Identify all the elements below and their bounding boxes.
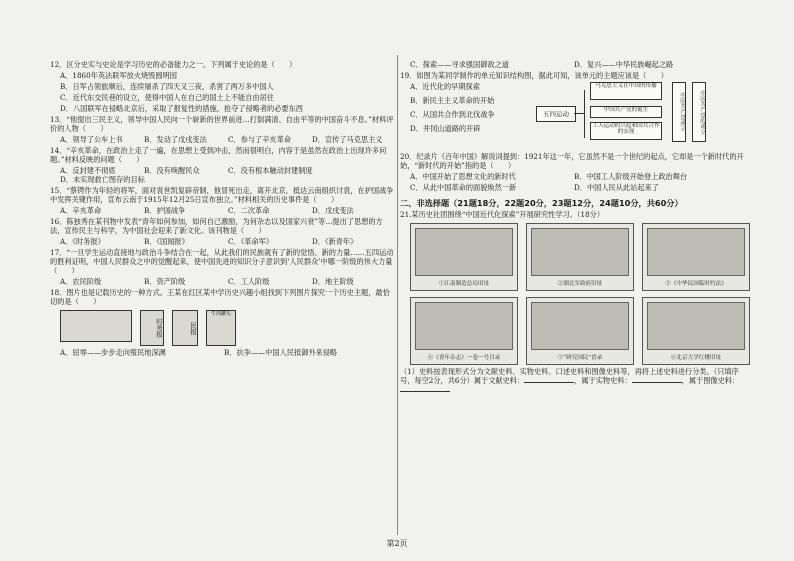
q14-stem: 14．“辛亥革命，在政治上走了一遍，在思想上受到冲击，然而很明白，内容于是虽然在政治上出现许多问题。”材料反映的问题（ ）: [50, 146, 387, 164]
q12-option-a: A．1860年英法联军放火烧毁圆明园: [60, 71, 177, 80]
q21-image-grid: [410, 223, 750, 365]
photo: [415, 228, 513, 276]
q18-option-c: C．探索——寻求强国御敌之道: [410, 60, 509, 69]
q21-image-5: [526, 297, 634, 365]
answer-blank-images[interactable]: [400, 391, 450, 392]
q21-image-1: [410, 223, 518, 291]
q15-option-d: D．戊戌变法: [312, 206, 354, 215]
q16-option-c: C．《革命军》: [228, 237, 274, 246]
q13-options: [60, 135, 395, 144]
q15-options: [60, 206, 395, 215]
q12-option-c: C．近代东交民巷的设立，使得中国人在自己的国土上不能自由居住: [60, 93, 274, 102]
q13-option-c: C．参与了辛亥革命: [228, 135, 292, 144]
q14-option-d: D．未实现救亡图存的目标: [60, 175, 145, 184]
q21-sub1-text-c: ，属于图像史料：: [681, 376, 740, 386]
photo: [531, 302, 629, 350]
q20-options-cd: [410, 183, 750, 192]
diagram-box-4: 中国共产党成立: [672, 82, 686, 142]
diagram-center-box: 五四运动: [536, 106, 576, 122]
q14-option-a: A．反封建不彻底: [60, 166, 116, 175]
q21-sub1-text-b: ，属于实物史料：: [574, 376, 632, 386]
q20-option-a: A．中国开始了思想文化的新时代: [410, 172, 516, 181]
q18-stem: 18．图片也是记载历史的一种方式。王某在红区某中学历史兴趣小组找到下列图片探究一个历史主题，最恰切的是（ ）: [50, 288, 390, 306]
q15-option-a: A．辛亥革命: [60, 206, 102, 215]
q16-options: [60, 237, 395, 246]
q19-structure-diagram: [410, 82, 750, 150]
left-column: [50, 60, 395, 359]
section-2-heading: 二、非选择题（21题18分，22题20分，23题12分，24题10分，共60分）: [400, 198, 683, 208]
q16-option-d: D．《新青年》: [312, 237, 358, 246]
q17-stem: 17．“一旦学生运动直接地与政治斗争结合在一起，从此我们的民族就有了新的觉悟、新的力量……五四运动的胜利证明，中国人民群众之中的觉醒起来，使中国先进的知识分子意识到‘人民群众’中哪一阶级的伟大力量（ ）: [50, 248, 394, 275]
q21-image-2: [526, 223, 634, 291]
q18-options-cd: [410, 60, 750, 69]
q18-option-d: D．复兴——中华民族崛起之路: [574, 60, 674, 69]
q20-stem: 20．纪录片《百年中国》解说词提到：1921年这一年，它虽然不是一个世纪的起点，它却是一个新时代的开始，“新时代的开始”指的是（ ）: [400, 152, 744, 170]
q21-subquestion-1: [400, 367, 750, 394]
q19-stem: 19．如图为某同学制作的单元知识结构图，据此可知，该单元的主题应该是（ ）: [400, 71, 668, 80]
q20-option-c: C．从此中国革命的面貌焕然一新: [410, 183, 517, 192]
q18-image-1: [60, 310, 132, 342]
diagram-connector-vertical: [584, 90, 585, 138]
q13-option-a: A．领导了公车上书: [60, 135, 123, 144]
q18-options: [60, 348, 395, 357]
q16-stem: 16．陈独秀在某刊物中发表“青年如何参加，如何自己激励，为何杂志以及国家兴衰”等…提出了思想的方法，宣传民主与科学，为中国社会迎来了新文化。该刊物是（ ）: [50, 217, 383, 235]
q12-option-d: D．八国联军在侵略北京后，采取了报复性的措施，抢夺了侵略者的必要东西: [60, 104, 303, 113]
photo: [647, 302, 745, 350]
diagram-box-1: 马克思主义在中国的传播: [590, 82, 662, 100]
q18-images: [60, 310, 395, 346]
answer-blank-documents[interactable]: [524, 382, 574, 383]
caption: ③《中华民国临时约法》: [665, 281, 727, 288]
q20-option-d: D．中国人民从此站起来了: [574, 183, 659, 192]
q17-option-b: B．资产阶级: [144, 277, 186, 286]
q19-option-c: C．从国共合作到北伐战争: [410, 110, 495, 119]
diagram-box-3: 工人运动的兴起和国共合作的实现: [590, 122, 662, 140]
q14-option-c: C．没有根本触动封建制度: [228, 166, 313, 175]
q13-option-d: D．宣传了马克思主义: [312, 135, 383, 144]
q21-image-6: [642, 297, 750, 365]
q14-options: [60, 166, 395, 184]
q15-stem: 15．“蔡锷作为年轻的将军，面对袁世凯复辟帝制，他冒死出走，离开北京，抵达云南组织讨袁，在护国战争中发挥关键作用，宣布云南于1915年12月25日宣布独立。”材料相关的历史事件是（ ）: [50, 186, 394, 204]
diagram-box-2: 中国共产党的诞生: [590, 106, 662, 118]
q13-option-b: B．发动了戊戌变法: [144, 135, 207, 144]
q19-option-d: D．井冈山道路的开辟: [410, 124, 481, 133]
q17-option-a: A．农民阶级: [60, 277, 102, 286]
q14-option-b: B．没有唤醒民众: [144, 166, 200, 175]
photo: [647, 228, 745, 276]
diagram-connector: [574, 113, 584, 114]
q17-option-d: D．地主阶级: [312, 277, 354, 286]
q19-option-b: B．新民主主义革命的开始: [410, 96, 495, 105]
diagram-box-5: 中国共产党的成立: [692, 82, 706, 142]
column-divider: [397, 55, 398, 535]
q20-option-b: B．中国工人阶级开始登上政治舞台: [574, 172, 688, 181]
caption: ④《青年杂志》一卷一号目录: [427, 355, 501, 362]
q17-option-c: C．工人阶级: [228, 277, 270, 286]
q16-option-b: B．《国闻报》: [144, 237, 189, 246]
page-number: 第2页: [386, 539, 408, 548]
caption: ①江南制造总局旧址: [438, 281, 490, 288]
q15-option-b: B．护国战争: [144, 206, 186, 215]
q20-options-ab: [410, 172, 750, 181]
q18-option-b: B．抗争——中国人民抵御外来侵略: [224, 348, 338, 357]
photo: [415, 302, 513, 350]
q16-option-a: A．《时务报》: [60, 237, 105, 246]
q19-option-a: A．近代化的早期探索: [410, 82, 480, 91]
photo: [531, 228, 629, 276]
right-column: [400, 60, 750, 396]
caption: ②湖北军政府旧址: [557, 281, 603, 288]
q13-stem: 13．“他提出三民主义，领导中国人民向一个崭新的世界前进…打倒满清、自由平等的中国奋斗不息。”材料评价的人物（ ）: [50, 115, 394, 133]
q21-image-4: [410, 297, 518, 365]
caption: ⑤“研究国民”语录: [557, 355, 603, 362]
q12-option-b: B．日军占领旅顺后，连续屠杀了四天又三夜，杀害了两万多中国人: [60, 82, 274, 91]
q21-stem: 21.某历史社团围绕“中国近代化探索”开展研究性学习。（18分）: [400, 210, 605, 220]
q18-image-2: 时务报: [140, 310, 164, 346]
q21-sub1-text: （1）史料按表现形式分为文献史料、实物史料、口述史料和图像史料等，再将上述史料进行分类。（只填序号，每空2分，共6分）属于文献史料：: [400, 367, 739, 386]
q18-option-a: A．屈辱——步步走向殖民地深渊: [60, 348, 166, 357]
q15-option-c: C．二次革命: [228, 206, 270, 215]
q18-image-4: 牛肉罐头: [206, 310, 236, 346]
q17-options: [60, 277, 395, 286]
caption: ⑥北京大学红楼旧址: [670, 355, 722, 362]
q12-stem: 12．区分史实与史论是学习历史的必备能力之一。下列属于史论的是（ ）: [50, 60, 297, 69]
q18-image-3: 民报: [172, 310, 198, 346]
answer-blank-objects[interactable]: [632, 382, 682, 383]
q21-image-3: [642, 223, 750, 291]
